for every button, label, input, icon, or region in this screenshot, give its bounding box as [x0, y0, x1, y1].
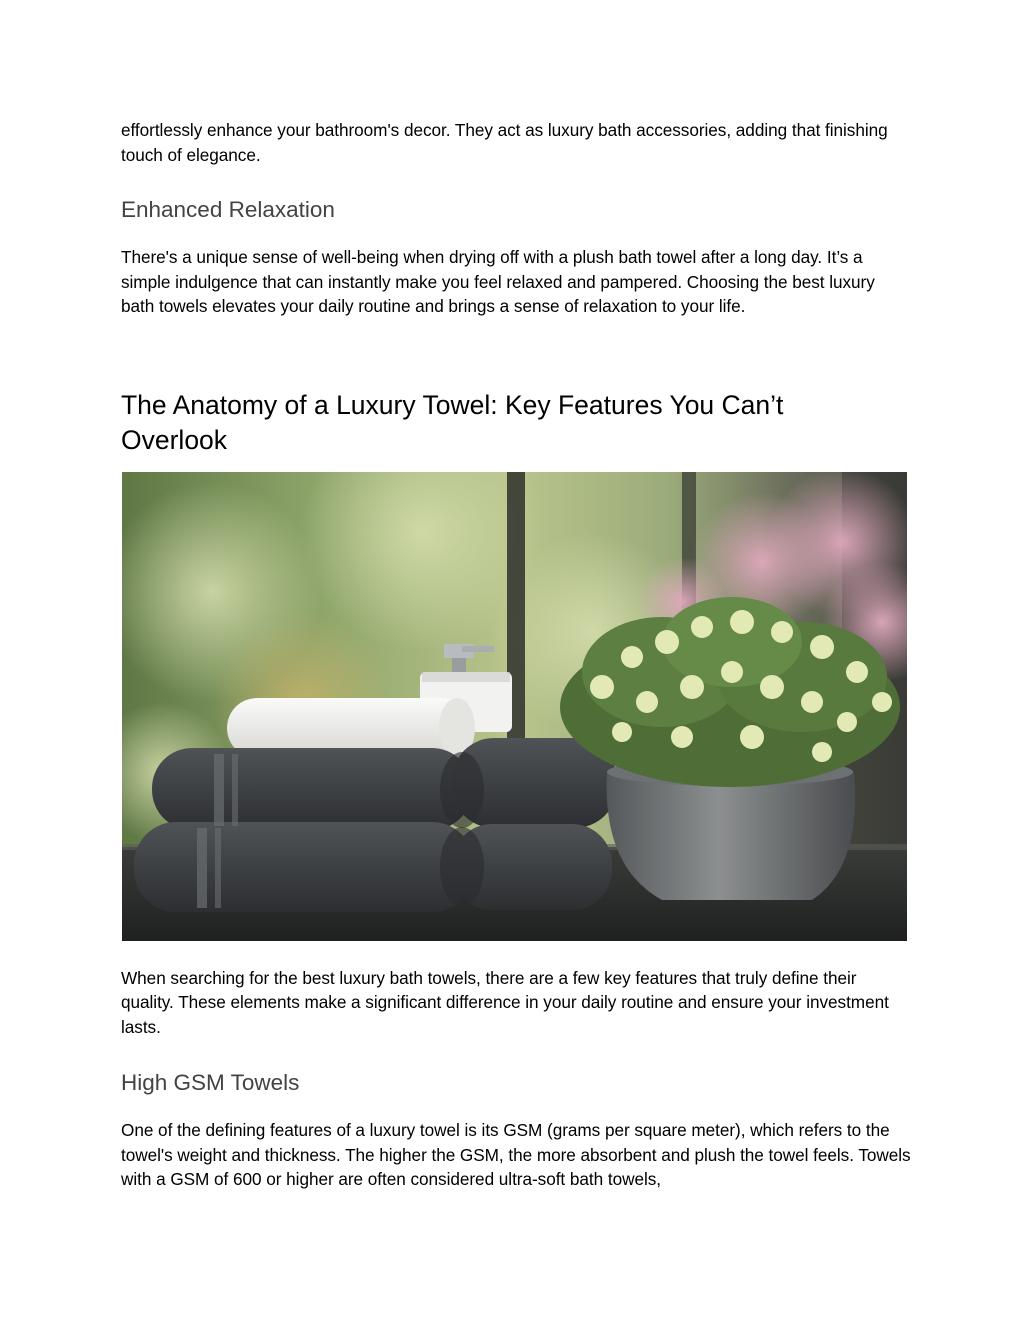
heading-enhanced-relaxation: Enhanced Relaxation — [121, 197, 335, 222]
heading-anatomy-of-luxury-towel: The Anatomy of a Luxury Towel: Key Features You Can’t Overlook — [121, 389, 784, 455]
relaxation-paragraph: There's a unique sense of well-being when drying off with a plush bath towel after a long day. It’s a simple indulgence that can instantly make you feel relaxed and pampered. Choosing the best luxury bath towels elevates your daily routine and brings a sense of relaxation to your life. — [121, 247, 875, 316]
heading-high-gsm-towels: High GSM Towels — [121, 1070, 300, 1095]
anatomy-paragraph: When searching for the best luxury bath towels, there are a few key features that truly define their quality. These elements make a significant difference in your daily routine and ensure your investment lasts. — [121, 967, 889, 1037]
towels-and-flowers-photo — [122, 472, 907, 941]
intro-paragraph: effortlessly enhance your bathroom's decor. They act as luxury bath accessories, adding that finishing touch of elegance. — [121, 120, 888, 165]
gsm-paragraph: One of the defining features of a luxury towel is its GSM (grams per square meter), which refers to the towel's weight and thickness. The higher the GSM, the more absorbent and plush the towel feels. Towels with a GSM of 600 or higher are often considered ultra-soft bath towels, — [121, 1120, 911, 1189]
document-page — [121, 118, 911, 1192]
